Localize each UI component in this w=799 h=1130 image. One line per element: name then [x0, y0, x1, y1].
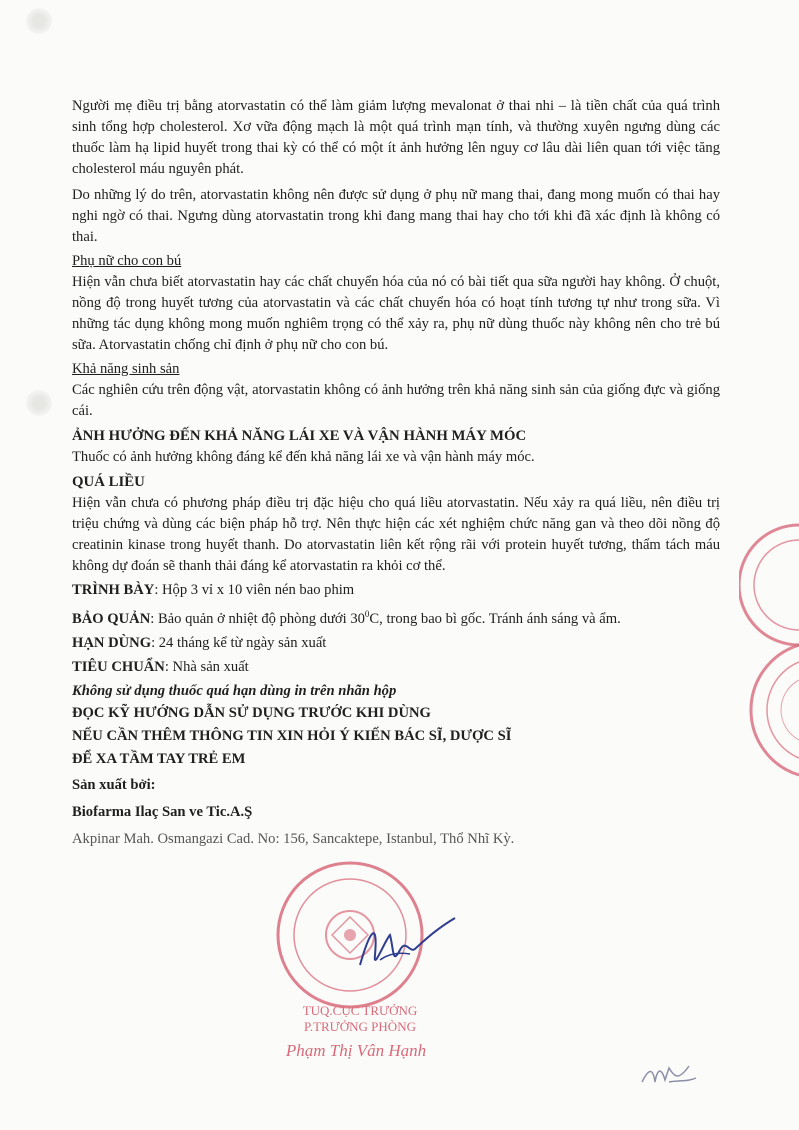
- standard-label: TIÊU CHUẨN: [72, 658, 165, 675]
- manufacturer-address: Akpinar Mah. Osmangazi Cad. No: 156, Sancaktepe, Istanbul, Thổ Nhĩ Kỳ.: [72, 830, 515, 847]
- heading-overdose: QUÁ LIỀU: [72, 474, 145, 490]
- heading-fertility: Khả năng sinh sản: [72, 361, 180, 377]
- keep-away-children: ĐỂ XA TẦM TAY TRẺ EM: [72, 750, 246, 767]
- signature-name: Phạm Thị Vân Hạnh: [285, 1041, 427, 1060]
- punch-hole-top: [26, 8, 52, 34]
- signature-block: [285, 1003, 435, 1061]
- paragraph-fertility: Các nghiên cứu trên động vật, atorvastatin không có ảnh hưởng trên khả năng sinh sản của giống đực và giống cái.: [72, 382, 720, 419]
- shelf-life-label: HẠN DÙNG: [72, 634, 152, 651]
- storage-label: BẢO QUẢN: [72, 610, 151, 627]
- paragraph-pregnancy-1: Người mẹ điều trị bằng atorvastatin có thể làm giảm lượng mevalonat ở thai nhi – là tiền chất của quá trình sinh tổng hợp cholesterol. Xơ vữa động mạch là một quá trình mạn tính, và thường xuyên ngưng dùng các thuốc làm hạ lipid huyết trong thai kỳ có thể có một ít ảnh hưởng lên nguy cơ lâu dài liên quan tới việc tăng cholesterol máu nguyên phát.: [72, 98, 720, 177]
- storage-value-a: : Bảo quản ở nhiệt độ phòng dưới 30: [150, 610, 365, 627]
- edge-stamp-top: [739, 520, 799, 650]
- punch-hole-middle: [26, 390, 52, 416]
- standard-value: : Nhà sản xuất: [164, 658, 249, 675]
- heading-breastfeeding: Phụ nữ cho con bú: [72, 253, 182, 269]
- expiry-warning: Không sử dụng thuốc quá hạn dùng in trên nhãn hộp: [72, 682, 397, 699]
- signature-title-2: P.TRƯỞNG PHÒNG: [304, 1019, 416, 1034]
- read-instructions: ĐỌC KỸ HƯỚNG DẪN SỬ DỤNG TRƯỚC KHI DÙNG: [72, 704, 431, 721]
- edge-stamp-bottom: [724, 640, 799, 780]
- document-body: [72, 96, 720, 850]
- ask-doctor: NẾU CẦN THÊM THÔNG TIN XIN HỎI Ý KIẾN BÁC SĨ, DƯỢC SĨ: [72, 727, 512, 744]
- storage-value-b: C, trong bao bì gốc. Tránh ánh sáng và ẩm.: [369, 610, 621, 627]
- paragraph-driving: Thuốc có ảnh hưởng không đáng kể đến khả năng lái xe và vận hành máy móc.: [72, 449, 535, 465]
- paragraph-overdose: Hiện vẫn chưa có phương pháp điều trị đặc hiệu cho quá liều atorvastatin. Nếu xảy ra quá liều, nên điều trị triệu chứng và dùng các biện pháp hỗ trợ. Nên thực hiện các xét nghiệm chức năng gan và theo dõi nồng độ creatinin kinase trong huyết thanh. Do atorvastatin liên kết rộng rãi với protein huyết tương, thẩm tách máu không dự đoán sẽ thanh thải đáng kể atorvastatin ra khỏi cơ thể.: [72, 495, 720, 574]
- storage-degree: 0: [364, 609, 370, 619]
- presentation-label: TRÌNH BÀY: [72, 582, 155, 598]
- standard-line: [72, 657, 720, 678]
- presentation-line: [72, 580, 720, 601]
- initials-mark-icon: [639, 1060, 699, 1090]
- heading-driving: ẢNH HƯỞNG ĐẾN KHẢ NĂNG LÁI XE VÀ VẬN HÀNH MÁY MÓC: [72, 428, 527, 444]
- shelf-life-line: [72, 633, 720, 654]
- paragraph-breastfeeding: Hiện vẫn chưa biết atorvastatin hay các chất chuyển hóa của nó có bài tiết qua sữa người hay không. Ở chuột, nồng độ trong huyết tương của atorvastatin và các chất chuyển hóa có hoạt tính tương tự như trong sữa. Vì những tác dụng không mong muốn nghiêm trọng có thể xảy ra, phụ nữ dùng thuốc này không nên cho trẻ bú sữa. Atorvastatin chống chỉ định ở phụ nữ cho con bú.: [72, 274, 720, 353]
- signature-icon: [350, 910, 460, 980]
- manufacturer-label: Sản xuất bởi:: [72, 776, 156, 793]
- paragraph-pregnancy-2: Do những lý do trên, atorvastatin không nên được sử dụng ở phụ nữ mang thai, đang mong muốn có thai hay nghi ngờ có thai. Ngưng dùng atorvastatin trong khi đang mang thai hay cho tới khi đã xác định là không có thai.: [72, 187, 720, 245]
- signature-title-1: TUQ.CỤC TRƯỞNG: [302, 1003, 418, 1018]
- storage-line: [72, 604, 720, 630]
- shelf-life-value: : 24 tháng kể từ ngày sản xuất: [151, 634, 327, 651]
- manufacturer-name: Biofarma Ilaç San ve Tic.A.Ş: [72, 803, 253, 820]
- presentation-value: : Hộp 3 vỉ x 10 viên nén bao phim: [154, 582, 355, 598]
